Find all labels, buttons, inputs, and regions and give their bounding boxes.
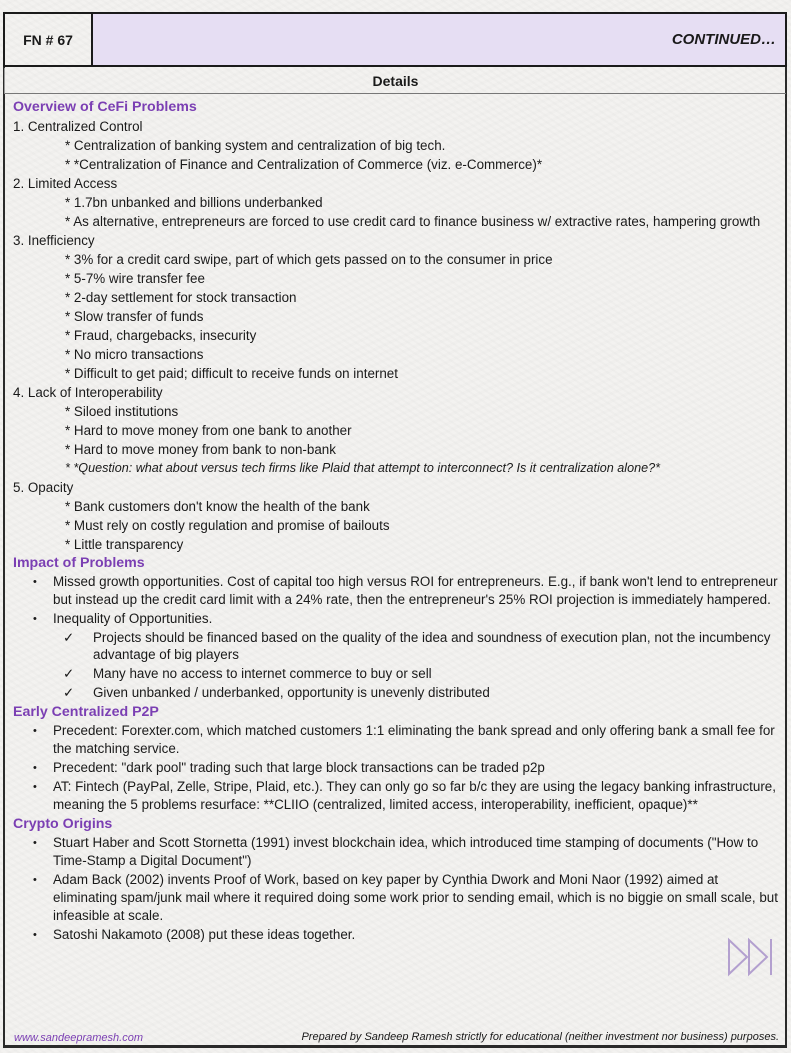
- problem-heading: 1. Centralized Control: [13, 119, 143, 134]
- list-item: [13, 926, 783, 944]
- crypto-text: Satoshi Nakamoto (2008) put these ideas together.: [53, 927, 356, 942]
- bullet-icon: •: [33, 576, 37, 588]
- problem-point: * 1.7bn unbanked and billions underbanked: [65, 195, 323, 210]
- crypto-list: [13, 834, 783, 944]
- triangle-2: [749, 940, 767, 974]
- website-link[interactable]: www.sandeepramesh.com: [14, 1032, 144, 1044]
- details-heading: Details: [4, 68, 786, 94]
- impact-text: Inequality of Opportunities.: [53, 611, 213, 626]
- problem-point: * No micro transactions: [65, 347, 204, 362]
- bullet-icon: •: [33, 613, 37, 625]
- list-item: [13, 759, 783, 777]
- crypto-text: Adam Back (2002) invents Proof of Work, based on key paper by Cynthia Dwork and Moni Naor (1992) aimed at eliminating spam/junk mail where it required doing some work prior to sending email, which is no biggie on small scale, but infeasible at scale.: [53, 872, 778, 923]
- list-item: [13, 610, 783, 628]
- bullet-icon: •: [33, 837, 37, 849]
- problem-heading: 3. Inefficiency: [13, 233, 95, 248]
- checklist-item: [13, 665, 783, 682]
- problem-point: * Difficult to get paid; difficult to receive funds on internet: [65, 366, 398, 381]
- problem-question: * *Question: what about versus tech firms like Plaid that attempt to interconnect? Is it centralization alone?*: [65, 461, 661, 475]
- bullet-icon: •: [33, 929, 37, 941]
- check-text: Projects should be financed based on the quality of the idea and soundness of execution plan, not the incumbency advantage of big players: [93, 630, 771, 662]
- skip-forward-icon[interactable]: [727, 937, 775, 977]
- checkmark-icon: ✓: [63, 685, 75, 700]
- list-item: [13, 834, 783, 870]
- impact-text: Missed growth opportunities. Cost of capital too high versus ROI for entrepreneurs. E.g., if bank won't lend to entrepreneur but instead up the credit card limit with a 24% rate, then the entrepreneur's 25% ROI projection is immediately hampered.: [53, 574, 778, 607]
- section-title-crypto: Crypto Origins: [13, 816, 113, 832]
- section-title-p2p: Early Centralized P2P: [13, 704, 159, 720]
- fn-number: FN # 67: [5, 14, 93, 65]
- section-title-overview: Overview of CeFi Problems: [13, 99, 197, 115]
- page-header: [3, 12, 787, 67]
- p2p-text: Precedent: "dark pool" trading such that large block transactions can be traded p2p: [53, 760, 545, 775]
- continued-label: CONTINUED…: [93, 14, 785, 65]
- p2p-text: Precedent: Forexter.com, which matched customers 1:1 eliminating the bank spread and only offering bank a small fee for the matching service.: [53, 723, 775, 756]
- problem-point: * Slow transfer of funds: [65, 309, 204, 324]
- bullet-icon: •: [33, 781, 37, 793]
- problem-point: * Hard to move money from one bank to another: [65, 423, 352, 438]
- impact-checklist: [13, 629, 783, 701]
- problem-point: * *Centralization of Finance and Centralization of Commerce (viz. e-Commerce)*: [65, 157, 543, 172]
- problem-point: * 2-day settlement for stock transaction: [65, 290, 297, 305]
- list-item: [13, 778, 783, 814]
- checkmark-icon: ✓: [63, 630, 75, 645]
- bullet-icon: •: [33, 725, 37, 737]
- bullet-icon: •: [33, 874, 37, 886]
- list-item: [13, 573, 783, 609]
- list-item: [13, 871, 783, 925]
- details-content: [13, 98, 783, 945]
- impact-list: [13, 573, 783, 628]
- problem-point: * Hard to move money from bank to non-bank: [65, 442, 336, 457]
- problem-point: * Must rely on costly regulation and promise of bailouts: [65, 518, 390, 533]
- problem-point: * Siloed institutions: [65, 404, 179, 419]
- problem-point: * Bank customers don't know the health of the bank: [65, 499, 370, 514]
- problem-point: * Fraud, chargebacks, insecurity: [65, 328, 257, 343]
- list-item: [13, 722, 783, 758]
- problem-point: * Little transparency: [65, 537, 184, 552]
- p2p-text: AT: Fintech (PayPal, Zelle, Stripe, Plaid, etc.). They can only go so far b/c they are using the legacy banking infrastructure, meaning the 5 problems resurface: **CLIIO (centralized, limited access, interoperability, inefficient, opaque)**: [53, 779, 776, 812]
- check-text: Many have no access to internet commerce to buy or sell: [93, 666, 432, 681]
- problem-heading: 2. Limited Access: [13, 176, 118, 191]
- checkmark-icon: ✓: [63, 666, 75, 681]
- triangle-1: [729, 940, 747, 974]
- section-title-impact: Impact of Problems: [13, 555, 145, 571]
- checklist-item: [13, 629, 783, 663]
- problem-point: * As alternative, entrepreneurs are forced to use credit card to finance business w/ extractive rates, hampering growth: [65, 214, 761, 229]
- problem-heading: 4. Lack of Interoperability: [13, 385, 163, 400]
- check-text: Given unbanked / underbanked, opportunity is unevenly distributed: [93, 685, 490, 700]
- problem-point: * 5-7% wire transfer fee: [65, 271, 205, 286]
- problem-point: * 3% for a credit card swipe, part of which gets passed on to the consumer in price: [65, 252, 553, 267]
- bullet-icon: •: [33, 762, 37, 774]
- crypto-text: Stuart Haber and Scott Stornetta (1991) invest blockchain idea, which introduced time stamping of documents ("How to Time-Stamp a Digital Document"): [53, 835, 759, 868]
- problem-point: * Centralization of banking system and centralization of big tech.: [65, 138, 446, 153]
- checklist-item: [13, 684, 783, 701]
- disclaimer: Prepared by Sandeep Ramesh strictly for educational (neither investment nor business) purposes.: [301, 1031, 779, 1043]
- problem-heading: 5. Opacity: [13, 480, 74, 495]
- p2p-list: [13, 722, 783, 814]
